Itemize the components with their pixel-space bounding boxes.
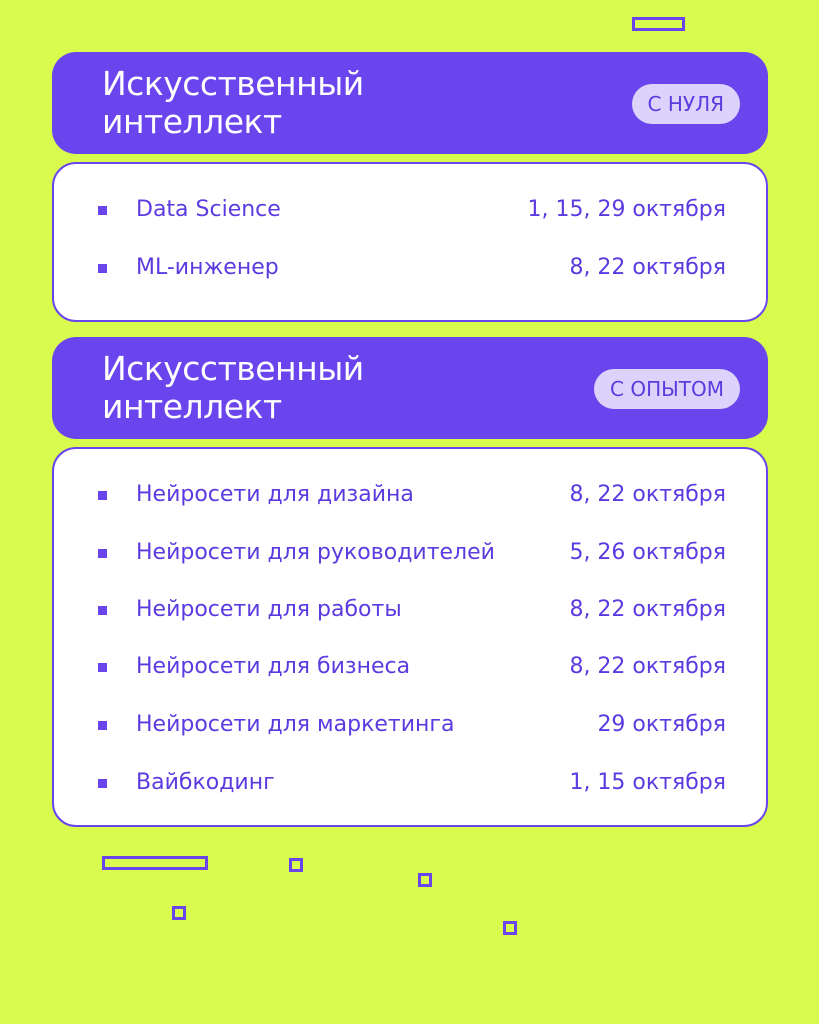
level-badge: С НУЛЯ (632, 84, 740, 124)
decor-square-1 (289, 858, 303, 872)
bullet-icon (98, 491, 107, 500)
bullet-icon (98, 606, 107, 615)
course-name: Data Science (136, 197, 281, 222)
bullet-icon (98, 721, 107, 730)
bullet-icon (98, 779, 107, 788)
list-item (54, 705, 766, 745)
level-badge: С ОПЫТОМ (594, 369, 740, 409)
course-dates: 1, 15, 29 октября (527, 197, 726, 222)
course-dates: 8, 22 октября (569, 482, 726, 507)
section-header-beginner (52, 52, 768, 154)
bullet-icon (98, 264, 107, 273)
course-name: Вайбкодинг (136, 770, 275, 795)
course-name: ML-инженер (136, 255, 279, 280)
decor-bar-top (632, 17, 685, 31)
section-header-experienced (52, 337, 768, 439)
course-list-beginner (52, 162, 768, 322)
list-item (54, 248, 766, 288)
list-item (54, 475, 766, 515)
decor-square-3 (172, 906, 186, 920)
course-name: Нейросети для работы (136, 597, 402, 622)
bullet-icon (98, 549, 107, 558)
section-title: Искусственный интеллект (102, 349, 364, 426)
decor-square-2 (418, 873, 432, 887)
bullet-icon (98, 663, 107, 672)
section-title: Искусственный интеллект (102, 64, 364, 141)
course-dates: 29 октября (597, 712, 726, 737)
list-item (54, 533, 766, 573)
decor-square-4 (503, 921, 517, 935)
course-list-experienced (52, 447, 768, 827)
list-item (54, 190, 766, 230)
bullet-icon (98, 206, 107, 215)
course-dates: 5, 26 октября (569, 540, 726, 565)
course-name: Нейросети для маркетинга (136, 712, 455, 737)
list-item (54, 763, 766, 803)
list-item (54, 647, 766, 687)
course-dates: 8, 22 октября (569, 597, 726, 622)
course-name: Нейросети для бизнеса (136, 654, 411, 679)
decor-bar-bottom (102, 856, 208, 870)
list-item (54, 590, 766, 630)
course-name: Нейросети для руководителей (136, 540, 495, 565)
course-dates: 1, 15 октября (569, 770, 726, 795)
course-name: Нейросети для дизайна (136, 482, 414, 507)
course-dates: 8, 22 октября (569, 654, 726, 679)
course-dates: 8, 22 октября (569, 255, 726, 280)
